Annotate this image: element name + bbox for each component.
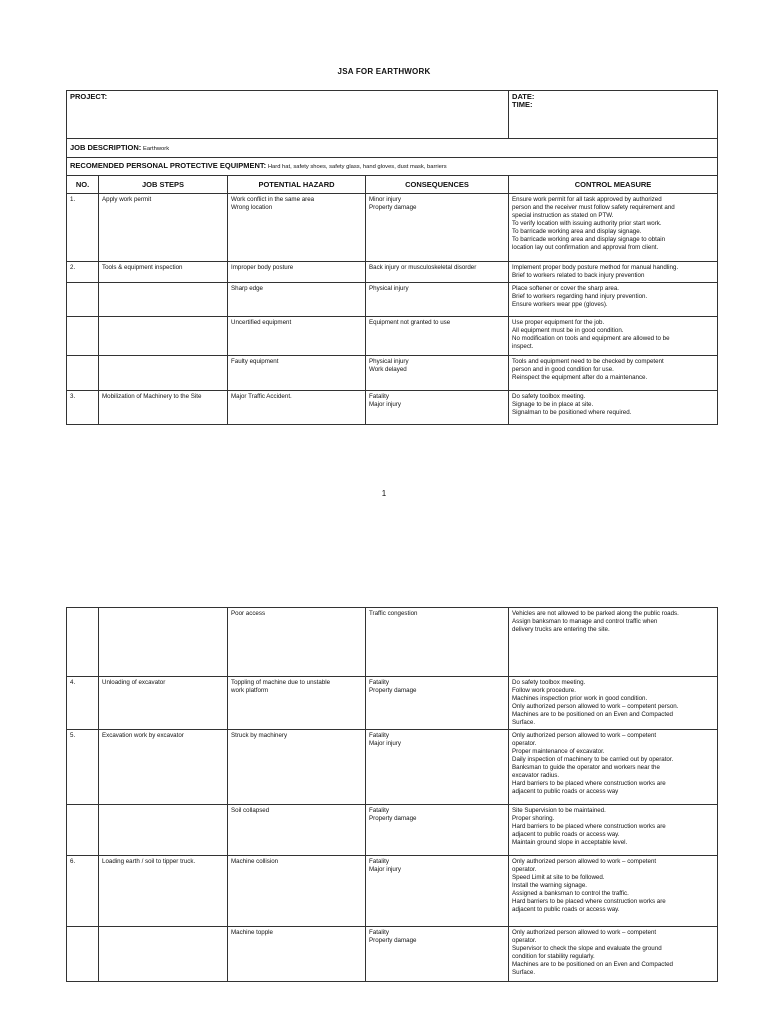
- control-measure-line: excavator radius.: [512, 772, 560, 779]
- project-cell: [67, 91, 509, 139]
- consequence-line: Major injury: [369, 866, 401, 873]
- consequence-line: Physical injury: [369, 358, 409, 365]
- step-number-text: 3.: [70, 393, 76, 400]
- step-number-cell: [67, 194, 99, 262]
- control-measure-line: Machines inspection prior work in good condition.: [512, 695, 648, 702]
- document-title: JSA FOR EARTHWORK: [337, 67, 431, 76]
- consequence-line: Minor injury: [369, 196, 401, 203]
- consequence-cell: [366, 608, 509, 677]
- job-step-cell: [99, 677, 228, 730]
- control-measure-line: person and the receiver must follow safety requirement and: [512, 204, 675, 211]
- hazard-line: Machine collision: [231, 858, 279, 865]
- table-row: [67, 608, 718, 677]
- hazard-cell: [228, 194, 366, 262]
- control-measure-line: To barricade working area and display signage to obtain: [512, 236, 666, 243]
- hazard-line: Toppling of machine due to unstable: [231, 679, 331, 686]
- consequence-cell: [366, 194, 509, 262]
- step-number-cell: [67, 677, 99, 730]
- job-step-cell: [99, 805, 228, 856]
- control-measure-line: adjacent to public roads or access way: [512, 788, 619, 795]
- time-label: TIME:: [512, 100, 533, 109]
- control-measure-line: Ensure workers wear ppe (gloves).: [512, 301, 608, 308]
- step-number-cell: [67, 608, 99, 677]
- control-measure-line: adjacent to public roads or access way.: [512, 831, 620, 838]
- hazard-cell: [228, 356, 366, 391]
- control-measure-line: Site Supervision to be maintained.: [512, 807, 606, 814]
- control-measure-line: Brief to workers related to back injury prevention: [512, 272, 645, 279]
- ppe-label: RECOMENDED PERSONAL PROTECTIVE EQUIPMENT:: [70, 161, 267, 170]
- control-measure-line: Hard barriers to be placed where construction works are: [512, 898, 666, 905]
- consequence-line: Major injury: [369, 740, 401, 747]
- jsa-table-page-2: [66, 607, 718, 982]
- column-header-control-measure: CONTROL MEASURE: [509, 176, 718, 194]
- job-step-cell: [99, 391, 228, 425]
- control-measure-line: Install the warning signage.: [512, 882, 587, 889]
- hazard-cell: [228, 608, 366, 677]
- control-measure-line: Ensure work permit for all task approved by authorized: [512, 196, 662, 203]
- control-measure-line: Only authorized person allowed to work – competent: [512, 929, 657, 936]
- control-measure-cell: [509, 856, 718, 927]
- hazard-line: Work conflict in the same area: [231, 196, 315, 203]
- control-measure-line: person and in good condition for use.: [512, 366, 614, 373]
- control-measure-line: delivery trucks are entering the site.: [512, 626, 610, 633]
- control-measure-cell: [509, 194, 718, 262]
- hazard-line: Machine topple: [231, 929, 273, 936]
- control-measure-line: No modification on tools and equipment are allowed to be: [512, 335, 670, 342]
- consequence-line: Property damage: [369, 687, 417, 694]
- consequence-cell: [366, 283, 509, 317]
- control-measure-cell: [509, 262, 718, 283]
- step-number-cell: [67, 317, 99, 356]
- job-description-cell: [67, 139, 718, 158]
- table-row: [67, 262, 718, 283]
- job-step-cell: [99, 608, 228, 677]
- control-measure-line: Brief to workers regarding hand injury prevention.: [512, 293, 648, 300]
- job-step-text: Unloading of excavator: [102, 679, 166, 686]
- hazard-cell: [228, 927, 366, 982]
- column-header-job-steps: JOB STEPS: [99, 176, 228, 194]
- job-step-cell: [99, 317, 228, 356]
- column-header-no: NO.: [67, 176, 99, 194]
- control-measure-line: Only authorized person allowed to work – competent: [512, 732, 657, 739]
- ppe-cell: [67, 158, 718, 176]
- column-header-potential-hazard: POTENTIAL HAZARD: [228, 176, 366, 194]
- control-measure-line: Follow work procedure.: [512, 687, 576, 694]
- consequence-line: Fatality: [369, 679, 389, 686]
- control-measure-line: Surface.: [512, 719, 536, 726]
- table-row: [67, 356, 718, 391]
- control-measure-line: operator.: [512, 866, 537, 873]
- control-measure-line: Reinspect the equipment after do a maintenance.: [512, 374, 648, 381]
- step-number-text: 4.: [70, 679, 76, 686]
- control-measure-line: Implement proper body posture method for manual handling.: [512, 264, 679, 271]
- consequence-line: Back injury or musculoskeletal disorder: [369, 264, 477, 271]
- control-measure-line: Speed Limit at site to be followed.: [512, 874, 605, 881]
- table-row: [67, 391, 718, 425]
- ppe-value: Hard hat, safety shoes, safety glass, hand gloves, dust mask, barriers: [267, 164, 447, 170]
- job-step-cell: [99, 927, 228, 982]
- control-measure-line: Only authorized person allowed to work – competent person.: [512, 703, 679, 710]
- control-measure-line: condition for stability regularly.: [512, 953, 595, 960]
- project-label: PROJECT:: [70, 92, 108, 101]
- job-step-text: Loading earth / soil to tipper truck.: [102, 858, 196, 865]
- consequence-line: Physical injury: [369, 285, 409, 292]
- table-row: [67, 283, 718, 317]
- hazard-cell: [228, 317, 366, 356]
- table-row: [67, 805, 718, 856]
- page-number: 1: [381, 489, 387, 498]
- control-measure-line: Tools and equipment need to be checked by competent: [512, 358, 664, 365]
- control-measure-line: Machines are to be positioned on an Even and Compacted: [512, 711, 673, 718]
- consequence-cell: [366, 677, 509, 730]
- consequence-cell: [366, 856, 509, 927]
- column-header-consequences: CONSEQUENCES: [366, 176, 509, 194]
- control-measure-line: location lay out confirmation and approval from client.: [512, 244, 659, 251]
- control-measure-cell: [509, 677, 718, 730]
- hazard-line: Major Traffic Accident.: [231, 393, 292, 400]
- consequence-line: Equipment not granted to use: [369, 319, 451, 326]
- hazard-cell: [228, 677, 366, 730]
- consequence-line: Property damage: [369, 204, 417, 211]
- job-step-text: Apply work permit: [102, 196, 152, 203]
- hazard-line: Wrong location: [231, 204, 273, 211]
- consequence-line: Property damage: [369, 937, 417, 944]
- table-row: [67, 927, 718, 982]
- consequence-cell: [366, 927, 509, 982]
- control-measure-line: operator.: [512, 937, 537, 944]
- hazard-cell: [228, 805, 366, 856]
- step-number-cell: [67, 730, 99, 805]
- step-number-cell: [67, 856, 99, 927]
- step-number-text: 5.: [70, 732, 76, 739]
- job-step-cell: [99, 730, 228, 805]
- control-measure-line: Only authorized person allowed to work – competent: [512, 858, 657, 865]
- consequence-line: Major injury: [369, 401, 401, 408]
- control-measure-line: Proper shoring.: [512, 815, 555, 822]
- control-measure-line: Assigned a banksman to control the traffic.: [512, 890, 629, 897]
- table-row: [67, 730, 718, 805]
- job-step-text: Excavation work by excavator: [102, 732, 184, 739]
- control-measure-line: Supervisor to check the slope and evaluate the ground: [512, 945, 662, 952]
- step-number-cell: [67, 805, 99, 856]
- consequence-line: Fatality: [369, 807, 389, 814]
- consequence-line: Fatality: [369, 732, 389, 739]
- control-measure-line: To verify location with issuing authority prior start work.: [512, 220, 662, 227]
- hazard-line: Poor access: [231, 610, 266, 617]
- step-number-cell: [67, 283, 99, 317]
- job-description-label: JOB DESCRIPTION:: [70, 142, 142, 152]
- control-measure-line: Do safety toolbox meeting.: [512, 393, 586, 400]
- hazard-cell: [228, 391, 366, 425]
- hazard-line: Uncertified equipment: [231, 319, 292, 326]
- hazard-line: Faulty equipment: [231, 358, 279, 365]
- control-measure-line: Assign banksman to manage and control traffic when: [512, 618, 658, 625]
- control-measure-line: Hard barriers to be placed where construction works are: [512, 823, 666, 830]
- step-number-text: 2.: [70, 264, 76, 271]
- control-measure-line: Surface.: [512, 969, 536, 976]
- hazard-line: work platform: [231, 687, 269, 694]
- consequence-line: Traffic congestion: [369, 610, 418, 617]
- consequence-line: Fatality: [369, 393, 389, 400]
- consequence-cell: [366, 805, 509, 856]
- step-number-cell: [67, 356, 99, 391]
- job-step-text: Tools & equipment inspection: [102, 264, 183, 271]
- job-step-cell: [99, 856, 228, 927]
- control-measure-line: operator.: [512, 740, 537, 747]
- control-measure-cell: [509, 356, 718, 391]
- control-measure-cell: [509, 730, 718, 805]
- control-measure-cell: [509, 805, 718, 856]
- control-measure-line: Maintain ground slope in acceptable level.: [512, 839, 628, 846]
- control-measure-line: Proper maintenance of excavator.: [512, 748, 605, 755]
- control-measure-line: To barricade working area and display signage.: [512, 228, 642, 235]
- control-measure-cell: [509, 608, 718, 677]
- control-measure-line: special instruction as stated on PTW.: [512, 212, 614, 219]
- control-measure-line: Hard barriers to be placed where construction works are: [512, 780, 666, 787]
- step-number-cell: [67, 262, 99, 283]
- date-time-cell: [509, 91, 718, 139]
- hazard-line: Soil collapsed: [231, 807, 270, 814]
- control-measure-line: Signage to be in place at site.: [512, 401, 594, 408]
- job-step-cell: [99, 194, 228, 262]
- step-number-text: 6.: [70, 858, 76, 865]
- table-row: [67, 317, 718, 356]
- consequence-line: Property damage: [369, 815, 417, 822]
- control-measure-cell: [509, 927, 718, 982]
- consequence-line: Fatality: [369, 929, 389, 936]
- control-measure-line: Machines are to be positioned on an Even and Compacted: [512, 961, 673, 968]
- job-description-value: Earthwork: [143, 145, 170, 152]
- step-number-cell: [67, 391, 99, 425]
- hazard-line: Improper body posture: [231, 264, 294, 271]
- hazard-line: Sharp edge: [231, 285, 263, 292]
- job-step-text: Mobilization of Machinery to the Site: [102, 393, 202, 400]
- ppe-row: [67, 158, 718, 176]
- control-measure-line: Place softener or cover the sharp area.: [512, 285, 619, 292]
- control-measure-line: All equipment must be in good condition.: [512, 327, 624, 334]
- consequence-line: Work delayed: [369, 366, 407, 373]
- consequence-cell: [366, 391, 509, 425]
- control-measure-line: Use proper equipment for the job.: [512, 319, 605, 326]
- consequence-cell: [366, 317, 509, 356]
- hazard-line: Struck by machinery: [231, 732, 288, 739]
- control-measure-line: Banksman to guide the operator and workers near the: [512, 764, 660, 771]
- control-measure-cell: [509, 283, 718, 317]
- step-number-cell: [67, 927, 99, 982]
- hazard-cell: [228, 730, 366, 805]
- job-description-row: [67, 139, 718, 158]
- consequence-cell: [366, 730, 509, 805]
- control-measure-line: Signalman to be positioned where required.: [512, 409, 632, 416]
- consequence-cell: [366, 356, 509, 391]
- control-measure-line: Do safety toolbox meeting.: [512, 679, 586, 686]
- step-number-text: 1.: [70, 196, 76, 203]
- control-measure-line: inspect.: [512, 343, 534, 350]
- job-step-cell: [99, 262, 228, 283]
- control-measure-line: adjacent to public roads or access way.: [512, 906, 620, 913]
- column-header-row: [67, 176, 718, 194]
- table-row: [67, 194, 718, 262]
- control-measure-line: Daily inspection of machinery to be carried out by operator.: [512, 756, 674, 763]
- table-row: [67, 677, 718, 730]
- hazard-cell: [228, 262, 366, 283]
- consequence-line: Fatality: [369, 858, 389, 865]
- date-label: DATE:: [512, 92, 535, 101]
- project-row: [67, 91, 718, 139]
- control-measure-cell: [509, 317, 718, 356]
- consequence-cell: [366, 262, 509, 283]
- hazard-cell: [228, 856, 366, 927]
- hazard-cell: [228, 283, 366, 317]
- control-measure-line: Vehicles are not allowed to be parked along the public roads.: [512, 610, 679, 617]
- control-measure-cell: [509, 391, 718, 425]
- job-step-cell: [99, 356, 228, 391]
- jsa-table-page-1: [66, 90, 718, 425]
- table-row: [67, 856, 718, 927]
- job-step-cell: [99, 283, 228, 317]
